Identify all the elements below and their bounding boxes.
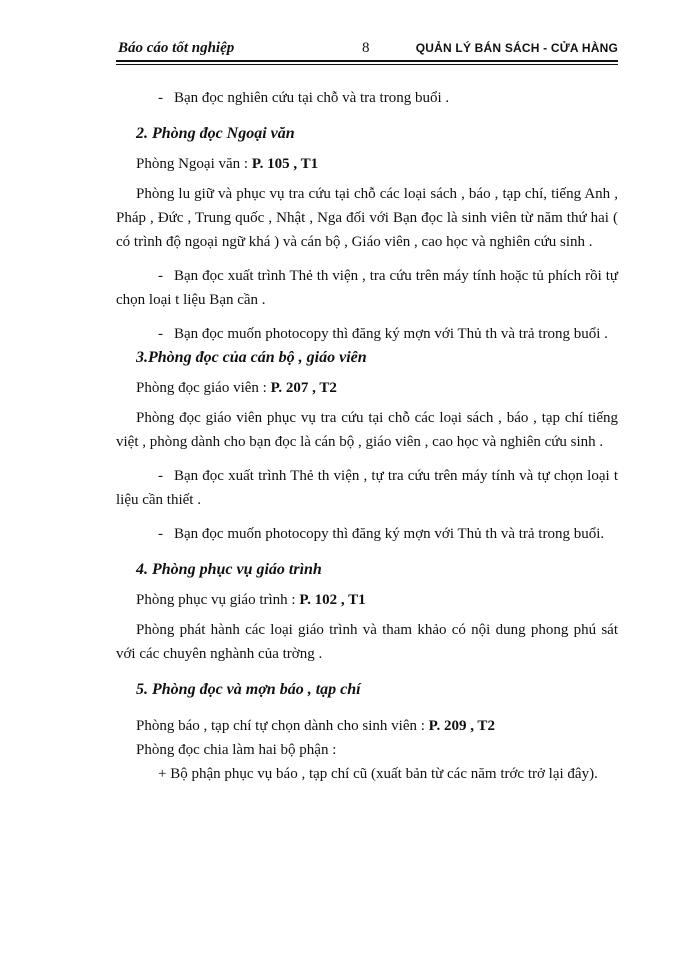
- section-line: Phòng đọc chia làm hai bộ phận :: [136, 742, 337, 758]
- header-rule-thick: [116, 60, 618, 62]
- header-rule-thin: [116, 64, 618, 65]
- section-location: Phòng phục vụ giáo trình : P. 102 , T1: [136, 592, 366, 608]
- section-bullet: - Bạn đọc xuất trình Thẻ th viện , tra cứu trên máy tính hoặc tủ phích rồi tự chọn loại t liệu Bạn cần .: [116, 264, 618, 312]
- section-location: Phòng Ngoại văn : P. 105 , T1: [136, 156, 319, 172]
- page-header: [118, 38, 618, 60]
- document-body: [116, 86, 618, 786]
- section-bullet: - Bạn đọc muốn photocopy thì đăng ký mợn với Thủ th và trả trong buổi.: [116, 522, 618, 546]
- section-heading: 5. Phòng đọc và mợn báo , tạp chí: [136, 681, 361, 698]
- section-heading: 2. Phòng đọc Ngoại văn: [136, 125, 295, 142]
- section-bullet: - Bạn đọc muốn photocopy thì đăng ký mợn với Thủ th và trả trong buổi .: [116, 322, 618, 346]
- section-sub-item: + Bộ phận phục vụ báo , tạp chí cũ (xuất bản từ các năm trớc trở lại đây).: [158, 766, 598, 782]
- section-location: Phòng đọc giáo viên : P. 207 , T2: [136, 380, 337, 396]
- section-bullet: - Bạn đọc xuất trình Thẻ th viện , tự tra cứu trên máy tính và tự chọn loại t liệu cần thiết .: [116, 464, 618, 512]
- section-heading: 4. Phòng phục vụ giáo trình: [136, 561, 322, 578]
- bullet-dash: -: [158, 526, 163, 542]
- bullet-dash: -: [158, 468, 163, 484]
- header-project-title: QUẢN LÝ BÁN SÁCH - CỬA HÀNG: [415, 41, 618, 55]
- header-page-number: 8: [362, 40, 370, 56]
- section-paragraph: Phòng phát hành các loại giáo trình và tham khảo có nội dung phong phú sát với các chuyên nghành của trờng .: [116, 622, 618, 662]
- section-paragraph: Phòng lu giữ và phục vụ tra cứu tại chỗ các loại sách , báo , tạp chí, tiếng Anh , Pháp , Đức , Trung quốc , Nhật , Nga đối với Bạn đọc là sinh viên từ năm thứ hai ( có trình độ ngoại ngữ khá ) và cán bộ , Giáo viên , cao học và nghiên cứu sinh .: [116, 186, 618, 250]
- header-report-title: Báo cáo tốt nghiệp: [118, 40, 235, 56]
- bullet-dash: -: [158, 90, 163, 106]
- bullet-dash: -: [158, 268, 163, 284]
- bullet-dash: -: [158, 326, 163, 342]
- section-location: Phòng báo , tạp chí tự chọn dành cho sinh viên : P. 209 , T2: [136, 718, 495, 734]
- section-heading: 3.Phòng đọc của cán bộ , giáo viên: [136, 349, 367, 366]
- intro-bullet: - Bạn đọc nghiên cứu tại chỗ và tra trong buổi .: [116, 86, 618, 110]
- section-paragraph: Phòng đọc giáo viên phục vụ tra cứu tại chỗ các loại sách , báo , tạp chí tiếng việt , phòng dành cho bạn đọc là cán bộ , giáo viên , cao học và nghiên cứu sinh .: [116, 410, 618, 450]
